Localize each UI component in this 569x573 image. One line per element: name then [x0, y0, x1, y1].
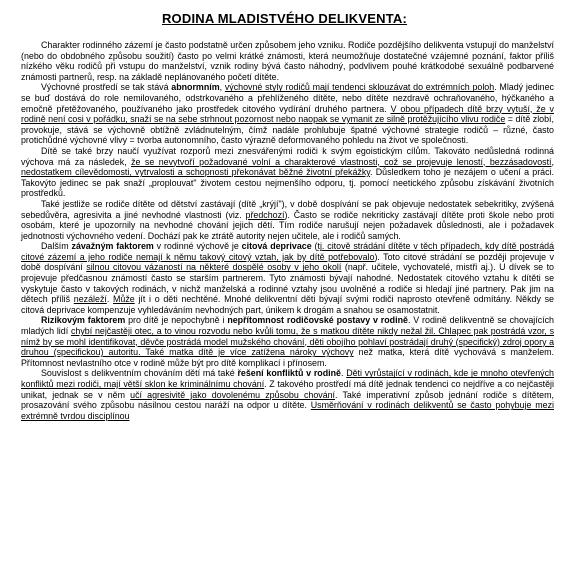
bold-text: Rizikovým faktorem	[41, 315, 126, 326]
underlined-text: že se nevytvoří požadované volní a charakterové vlastnosti, což se projevuje leností, bezzásadovostí, nedostatkem cílevědomosti, vytrvalosti a schopnosti překonávat běžné životní překážky	[21, 156, 554, 178]
paragraph	[21, 146, 554, 199]
bold-text: závažným faktorem	[71, 241, 154, 252]
paragraph	[21, 199, 554, 241]
bold-text: řešení konfliktů v rodině	[237, 368, 341, 379]
paragraph-text: než matka, která dítě vychovává s manželem. Přítomnost nevlastního otce v rodině může být pro dítě komplikací i přínosem.	[21, 347, 554, 368]
paragraph	[21, 315, 554, 368]
paragraph-text: v rodinné výchově je	[153, 241, 242, 252]
paragraph-text: .	[340, 368, 347, 379]
paragraph-text: .	[106, 294, 114, 305]
underlined-text: výchovné styly rodičů mají tendenci sklouzávat do extrémních poloh	[224, 82, 495, 93]
paragraph-text: pro dítě je nepochybně i	[125, 315, 228, 326]
underlined-text: V obou případech dítě brzy vytuší, že v rodině není cosi v pořádku, snaží se na sebe strhnout pozornost nebo naopak se vymanit ze silně protěžujícího vlivu rodiče	[21, 103, 554, 125]
underlined-text: Usměrňování v rodinách delikventů se často pohybuje mezi extrémně tvrdou disciplínou	[21, 400, 554, 421]
underlined-text: chybí nejčastěji otec, a to vinou rozvodu nebo kvůli tomu, že s matkou dítěte nikdy nežal žil. Chlapec pak postrádá vzor, s nímž by se mohl identifikovat, děvče postrádá model mužského chování, děti obojího pohlaví postrádají druhý (specifický) zdroj opory a druhou (specifickou) autoritu. Také matka dítě je více zatížena nároky výchovy	[21, 326, 555, 358]
underlined-text: nezáleží	[73, 294, 107, 305]
bold-text: citová deprivace	[241, 241, 312, 252]
paragraph-text: Dalším	[41, 241, 72, 252]
paragraph-text: Charakter rodinného zázemí je často podstatně určen způsobem jeho vzniku. Rodiče pozdějšího delikventa vstupují do manželství (nebo do obdobného způsobu soužití) často po velmi krátké známosti, která neumožňuje dostatečné vzájemné poznání, faktor příliš nízkého věku rodičů při vstupu do manželství, vznik rodiny bývá často náhodný, podvlivem pouhé krátkodobé sexuálně podbarvené známosti partnerů, resp. na základě neplánovaného početí dítěte.	[21, 40, 554, 82]
paragraph-text: (	[311, 241, 318, 252]
paragraph	[21, 368, 554, 421]
paragraph-text: Výchovné prostředí se tak stává	[41, 82, 172, 93]
paragraph	[21, 82, 554, 146]
paragraph-text: jít i o děti nechtěné. Mnohé delikventní děti bývají svými rodiči naprosto otevřeně odmítány. Někdy se citová deprivace kompenzuje vyhledáváním nevhodných part, únikem k drogám a snahou se osamostatnit.	[21, 294, 554, 315]
paragraph	[21, 241, 554, 315]
paragraph-text: ,	[219, 82, 225, 93]
underlined-text: Může	[113, 294, 135, 305]
bold-text: abnormním	[171, 82, 220, 93]
underlined-text: silnou citovou vázaností na některé dospělé osoby v jeho okolí	[86, 262, 342, 273]
document-title: RODINA MLADISTVÉHO DELIKVENTA:	[161, 11, 408, 26]
underlined-text: předchozí	[245, 209, 285, 220]
paragraph-text: (např. učitele, vychovatelé, mistři aj.). U dívek se to projevuje předčasnou známostí často se starším partnerem. Tyto známosti bývají nahodné. Nedostatek citového vztahu k dítěti se vyskytuje často v takových rodinách, v nichž manželská a rodinné vztahy jsou uvolněné a rodiče si hledají jiné partnery. Pak jim na dětech příliš	[21, 262, 554, 305]
underlined-text: Děti vyrůstající v rodinách, kde je mnoho otevřených konfliktů mezi rodiči, mají větší sklon ke kriminálnímu chování	[21, 368, 554, 389]
paragraph-text: . Mladý jedinec se buď dostává do role nemilovaného, odstrkovaného a přehlíženého dítěte, nebo dítěte nezdravě ochraňovaného, hýčkaného a emočně přetěžovaného, používaného jako prostředek citového vydírání druhého partnera.	[21, 82, 554, 114]
underlined-text: tj. citově strádání dítěte v těch případech, kdy dítě postrádá citové zázemí a jeho rodiče nemají k němu takový citový vztah, jak by dítě potřebovalo	[21, 241, 555, 262]
paragraph	[21, 40, 554, 82]
paragraph-text: Dítě se také brzy naučí využívat rozporů mezi znesvářenými rodiči k svým egoistickým cílům. Takováto nedůsledná rodinná výchova má za následek,	[21, 145, 554, 167]
paragraph-text: . Důsledkem toho je nezájem o učení a práci. Takovýto jedinec se pak snaží „proplouvat" životem cestou nejmenšího odporu, tj. pomocí neetického způsobu získávání životních prostředků.	[21, 167, 554, 199]
paragraph-text: . Z takového prostředí má dítě jednak tendenci co nejdříve a co nejčastěji unikat, jednak se v něm	[21, 379, 554, 400]
paragraph-text: ). Toto citové strádání se později projevuje v době dospívání	[21, 251, 554, 273]
paragraph-text: Souvislost s delikventním chováním dětí má také	[41, 368, 238, 379]
document-body	[21, 40, 554, 421]
paragraph-text: Také jestliže se rodiče dítěte od dětství zastávají (dítě „krýjí"), v době dospívání se pak objevuje nedostatek sebekritiky, zvýšená sebedůvěra, agresivita a jiné nevhodné vlastnosti (viz.	[21, 198, 554, 220]
paragraph-text: . V rodině delikventně se chovajících mladých lidí	[21, 315, 554, 337]
paragraph-text: . Také imperativní způsob jednání rodiče s dítětem, prosazování svého způsobu násilnou cestou naráží na odpor u dítěte.	[21, 389, 554, 411]
paragraph-text: ). Často se rodiče nekriticky zastávají dítěte proti škole nebo proti osobám, které je upozornily na nevhodné chování jejich dětí. Tím rodiče narušují nejen požadavek důslednosti, ale i požadavek jednotnosti výchovného vedení. Dochází pak ke ztrátě autority nejen učitele, ale i rodičů samých.	[21, 209, 555, 241]
paragraph-text: = dítě zlobí, provokuje, stává se výchovně obtížně zvládnutelným, čímž nadále prohlubuje špatné výchovné strategie rodičů – různé, často protichůdné výchovné vlivy = tvorba autonomního, často výrazně deformovaného pohledu na život ve společnosti.	[21, 114, 554, 146]
bold-text: nepřítomnost rodičovské postavy v rodině	[227, 315, 408, 326]
underlined-text: učí agresivitě jako dovolenému způsobu chování	[130, 389, 336, 400]
